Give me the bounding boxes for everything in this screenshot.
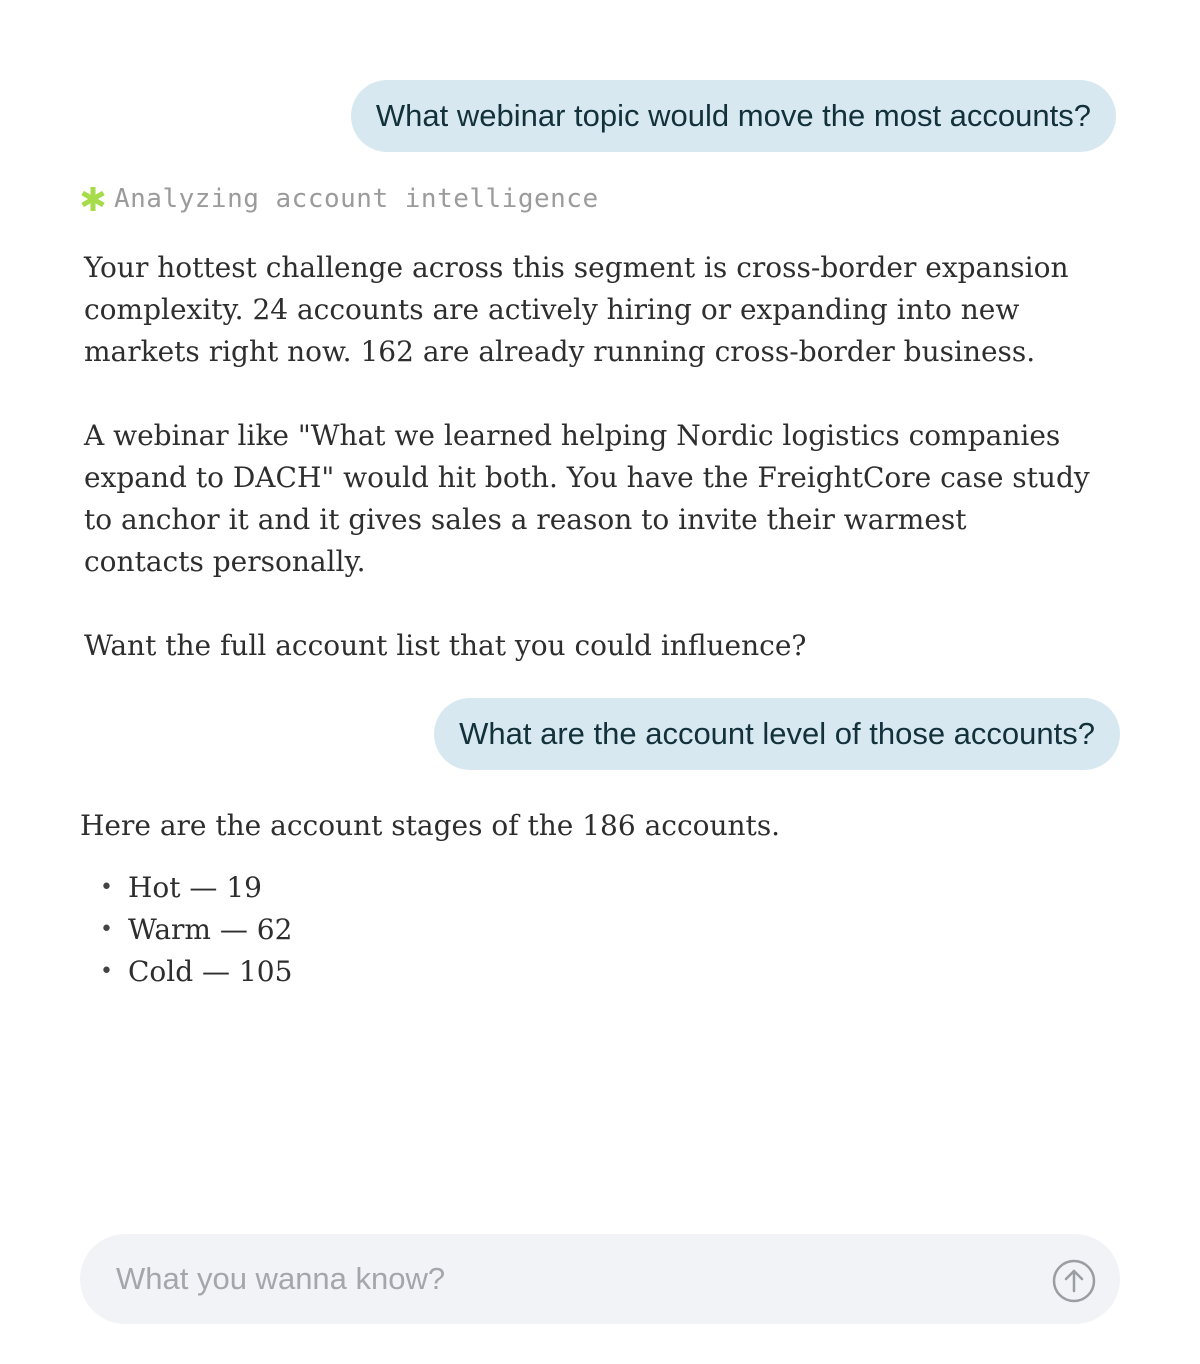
user-message-text: What webinar topic would move the most accounts?	[375, 98, 1091, 133]
assistant-message	[84, 247, 1094, 667]
status-text: Analyzing account intelligence	[114, 184, 599, 214]
list-item-text: Cold — 105	[128, 955, 293, 988]
assistant-paragraph: A webinar like "What we learned helping Nordic logistics companies expand to DACH" would hit both. You have the FreightCore case study to anchor it and it gives sales a reason to invite their warmest contacts personally.	[84, 419, 1090, 578]
list-item	[80, 867, 1100, 909]
asterisk-icon	[78, 184, 108, 214]
bullet-icon: •	[100, 875, 113, 900]
list-item	[80, 909, 1100, 951]
list-item	[80, 951, 1100, 993]
list-item-text: Warm — 62	[128, 913, 293, 946]
arrow-up-circle-icon	[1052, 1259, 1096, 1303]
message-composer	[80, 1234, 1120, 1324]
user-message-text: What are the account level of those accounts?	[459, 716, 1095, 751]
bullet-icon: •	[100, 959, 113, 984]
message-input[interactable]	[114, 1260, 1018, 1298]
list-item-text: Hot — 19	[128, 871, 262, 904]
assistant-message	[80, 805, 1100, 993]
assistant-paragraph: Want the full account list that you could influence?	[84, 629, 807, 662]
user-message-bubble	[434, 698, 1120, 770]
send-button[interactable]	[1052, 1259, 1096, 1303]
assistant-paragraph: Here are the account stages of the 186 accounts.	[80, 809, 781, 842]
assistant-paragraph: Your hottest challenge across this segment is cross-border expansion complexity. 24 accounts are actively hiring or expanding into new markets right now. 162 are already running cross-border business.	[84, 251, 1069, 368]
user-message-bubble	[351, 80, 1116, 152]
analysis-status	[78, 184, 599, 214]
bullet-icon: •	[100, 917, 113, 942]
account-stage-list	[80, 867, 1100, 993]
